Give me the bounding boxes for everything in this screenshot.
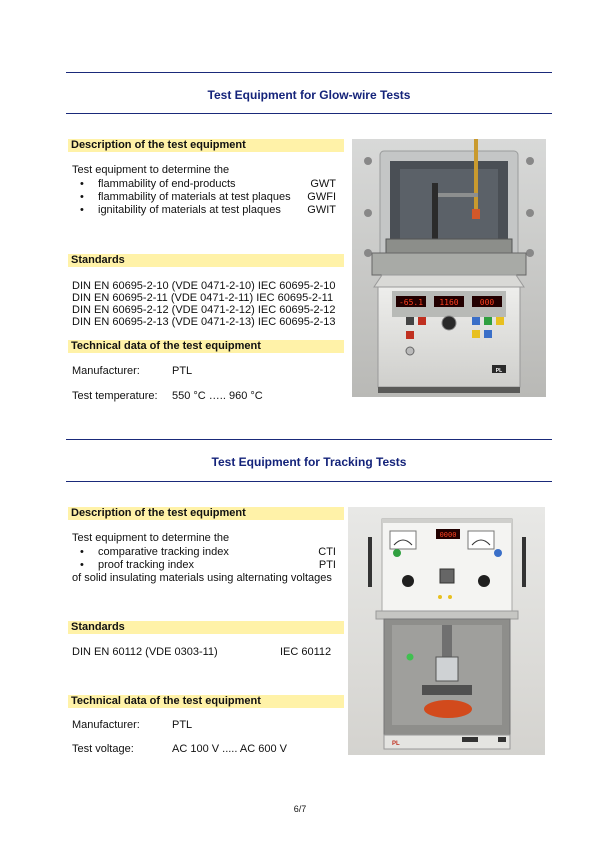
standard-line: DIN EN 60695-2-13 (VDE 0471-2-13) IEC 60695-2-13	[72, 316, 336, 328]
glow-standards-heading: Standards	[68, 254, 344, 267]
list-item	[80, 559, 336, 572]
list-item-code: CTI	[318, 546, 336, 558]
tracking-equipment-photo	[348, 507, 545, 755]
glow-tech-heading: Technical data of the test equipment	[68, 340, 344, 353]
list-item-code: PTI	[318, 559, 336, 571]
glow-description-heading: Description of the test equipment	[68, 139, 344, 152]
brand-mark: PL	[392, 741, 400, 747]
tracking-standard-row	[72, 646, 332, 658]
list-item-code: GWFI	[307, 191, 336, 203]
voltage-value: AC 100 V ..... AC 600 V	[172, 743, 287, 755]
list-item-code: GWIT	[307, 204, 336, 216]
page-number: 6/7	[293, 804, 307, 814]
display-readout: -65.1	[398, 298, 424, 307]
temperature-value: 550 °C ….. 960 °C	[172, 390, 263, 402]
manufacturer-value: PTL	[172, 719, 193, 731]
list-item-label: comparative tracking index	[98, 546, 229, 558]
tracking-voltage-row	[72, 743, 287, 755]
temperature-label: Test temperature:	[72, 390, 158, 402]
display-readout: 1160	[439, 298, 459, 307]
manufacturer-value: PTL	[172, 365, 193, 377]
list-item	[80, 178, 336, 191]
bottom-rule-1	[66, 113, 552, 114]
glow-temperature-row	[72, 390, 263, 402]
bullet: •	[80, 546, 84, 558]
tracking-outro-text: of solid insulating materials using alternating voltages	[72, 572, 332, 584]
list-item	[80, 191, 336, 204]
glow-intro-text: Test equipment to determine the	[72, 164, 230, 176]
standard-line: DIN EN 60695-2-11 (VDE 0471-2-11) IEC 60695-2-11	[72, 292, 334, 304]
list-item-code: GWT	[310, 178, 336, 190]
standard-line: DIN EN 60695-2-12 (VDE 0471-2-12) IEC 60695-2-12	[72, 304, 336, 316]
standard-left: DIN EN 60112 (VDE 0303-11)	[72, 646, 218, 658]
tracking-manufacturer-row	[72, 719, 193, 731]
display-readout: 0000	[439, 531, 457, 539]
bullet: •	[80, 191, 84, 203]
top-rule-1	[66, 72, 552, 73]
list-item-label: ignitability of materials at test plaques	[98, 204, 281, 216]
tracking-intro-text: Test equipment to determine the	[72, 532, 230, 544]
glow-wire-equipment-photo	[352, 139, 546, 397]
bullet: •	[80, 204, 84, 216]
list-item-label: proof tracking index	[98, 559, 194, 571]
tracking-standards-heading: Standards	[68, 621, 344, 634]
tracking-section-title: Test Equipment for Tracking Tests	[211, 455, 407, 469]
top-rule-2	[66, 439, 552, 440]
standard-line: DIN EN 60695-2-10 (VDE 0471-2-10) IEC 60695-2-10	[72, 280, 336, 292]
brand-mark: PL	[495, 368, 503, 374]
tracking-tech-heading: Technical data of the test equipment	[68, 695, 344, 708]
bottom-rule-2	[66, 481, 552, 482]
tracking-description-heading: Description of the test equipment	[68, 507, 344, 520]
standard-right: IEC 60112	[280, 646, 332, 658]
glow-manufacturer-row	[72, 365, 193, 377]
bullet: •	[80, 559, 84, 571]
manufacturer-label: Manufacturer:	[72, 365, 140, 377]
list-item-label: flammability of end-products	[98, 178, 236, 190]
list-item	[80, 204, 336, 217]
voltage-label: Test voltage:	[72, 743, 134, 755]
list-item	[80, 546, 336, 559]
list-item-label: flammability of materials at test plaques	[98, 191, 291, 203]
glow-section-title: Test Equipment for Glow-wire Tests	[207, 88, 411, 102]
bullet: •	[80, 178, 84, 190]
display-readout: 000	[479, 298, 495, 307]
manufacturer-label: Manufacturer:	[72, 719, 140, 731]
